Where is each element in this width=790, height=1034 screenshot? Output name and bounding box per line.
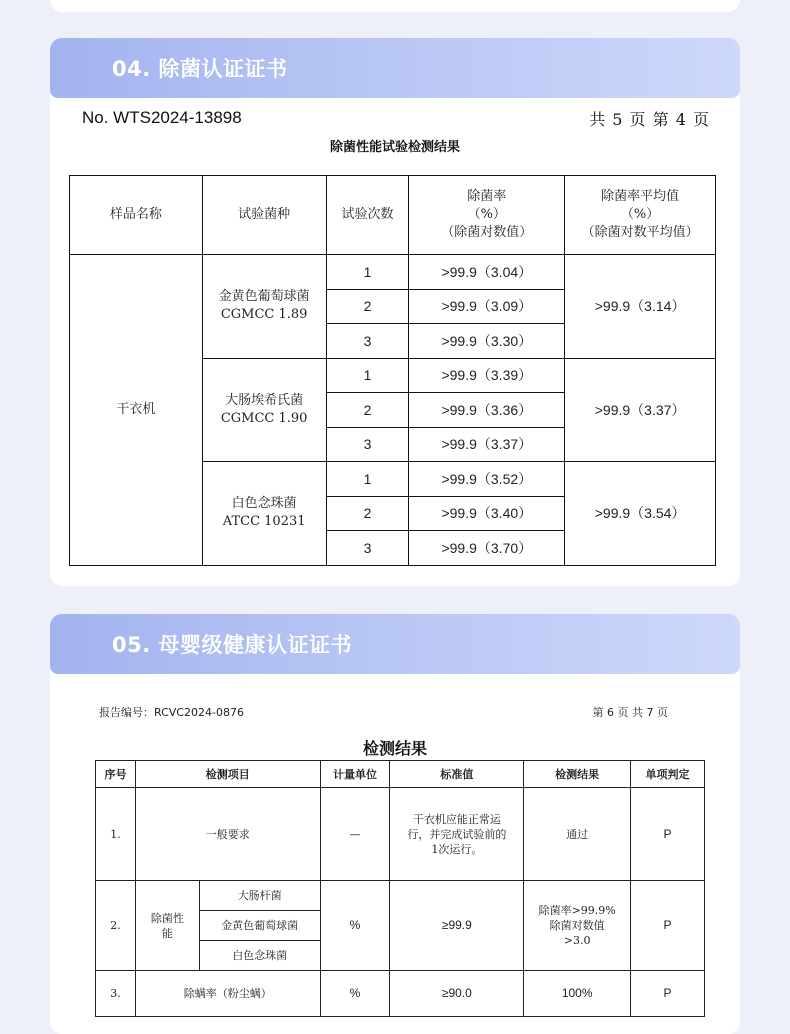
header-cell: 试验次数 bbox=[326, 176, 409, 255]
rate-cell: >99.9（3.30） bbox=[409, 324, 565, 359]
strain-cell: 金黄色葡萄球菌 CGMCC 1.89 bbox=[202, 255, 326, 359]
row-number: 2. bbox=[96, 881, 136, 971]
report-number: 报告编号：RCVC2024-0876 bbox=[99, 706, 244, 719]
row-number: 3. bbox=[96, 971, 136, 1017]
sub-item: 大肠杆菌 bbox=[199, 881, 320, 911]
rate-cell: >99.9（3.39） bbox=[409, 358, 565, 393]
strain-cell: 大肠埃希氏菌 CGMCC 1.90 bbox=[202, 358, 326, 462]
table-row bbox=[96, 971, 705, 1017]
rate-cell: >99.9（3.37） bbox=[409, 427, 565, 462]
header-cell: 单项判定 bbox=[631, 761, 705, 788]
rate-cell: >99.9（3.52） bbox=[409, 462, 565, 497]
sub-item: 金黄色葡萄球菌 bbox=[199, 911, 320, 941]
table-row bbox=[96, 788, 705, 881]
unit-cell: % bbox=[320, 971, 390, 1017]
header-cell: 检测项目 bbox=[135, 761, 320, 788]
table-title: 除菌性能试验检测结果 bbox=[329, 140, 460, 155]
page-info: 共 5 页 第 4 页 bbox=[589, 110, 710, 129]
test-item: 除螨率（粉尘螨） bbox=[135, 971, 320, 1017]
table-row bbox=[96, 881, 705, 911]
table-row bbox=[70, 255, 716, 290]
health-results-table bbox=[95, 760, 705, 1017]
test-item: 除菌性 能 bbox=[135, 881, 199, 971]
verdict-cell: P bbox=[631, 788, 705, 881]
rate-cell: >99.9（3.09） bbox=[409, 289, 565, 324]
test-item: 一般要求 bbox=[135, 788, 320, 881]
rate-cell: >99.9（3.36） bbox=[409, 393, 565, 428]
standard-cell: 干衣机应能正常运 行，并完成试验前的 1次运行。 bbox=[390, 788, 524, 881]
average-cell: >99.9（3.54） bbox=[565, 462, 716, 566]
trial-cell: 1 bbox=[326, 358, 409, 393]
rate-cell: >99.9（3.40） bbox=[409, 496, 565, 531]
report-number: No. WTS2024-13898 bbox=[82, 108, 242, 127]
table-header-row bbox=[96, 761, 705, 788]
header-cell: 除菌率平均值 （%） （除菌对数平均值） bbox=[565, 176, 716, 255]
result-cell: 通过 bbox=[524, 788, 631, 881]
rate-cell: >99.9（3.04） bbox=[409, 255, 565, 290]
trial-cell: 1 bbox=[326, 255, 409, 290]
result-cell: 除菌率>99.9% 除菌对数值 >3.0 bbox=[524, 881, 631, 971]
trial-cell: 1 bbox=[326, 462, 409, 497]
average-cell: >99.9（3.14） bbox=[565, 255, 716, 359]
section-header bbox=[50, 38, 740, 98]
header-cell: 计量单位 bbox=[320, 761, 390, 788]
certificate-card-maternal-infant bbox=[50, 614, 740, 1034]
trial-cell: 2 bbox=[326, 496, 409, 531]
unit-cell: % bbox=[320, 881, 390, 971]
sub-item: 白色念珠菌 bbox=[199, 941, 320, 971]
header-cell: 试验菌种 bbox=[202, 176, 326, 255]
header-cell: 除菌率 （%） （除菌对数值） bbox=[409, 176, 565, 255]
certificate-card-sterilization bbox=[50, 38, 740, 586]
trial-cell: 2 bbox=[326, 393, 409, 428]
section-heading: 05. 母婴级健康认证证书 bbox=[112, 633, 353, 657]
header-cell: 样品名称 bbox=[70, 176, 203, 255]
sterilization-results-table bbox=[69, 175, 716, 566]
sample-name-cell: 干衣机 bbox=[70, 255, 203, 566]
section-heading: 04. 除菌认证证书 bbox=[112, 57, 288, 81]
row-number: 1. bbox=[96, 788, 136, 881]
table-header-row bbox=[70, 176, 716, 255]
section-header bbox=[50, 614, 740, 674]
previous-section-card bbox=[50, 0, 740, 12]
result-cell: 100% bbox=[524, 971, 631, 1017]
table-title: 检测结果 bbox=[362, 739, 427, 758]
strain-cell: 白色念珠菌 ATCC 10231 bbox=[202, 462, 326, 566]
verdict-cell: P bbox=[631, 971, 705, 1017]
header-cell: 序号 bbox=[96, 761, 136, 788]
standard-cell: ≥99.9 bbox=[390, 881, 524, 971]
average-cell: >99.9（3.37） bbox=[565, 358, 716, 462]
standard-cell: ≥90.0 bbox=[390, 971, 524, 1017]
header-cell: 检测结果 bbox=[524, 761, 631, 788]
trial-cell: 3 bbox=[326, 427, 409, 462]
unit-cell: — bbox=[320, 788, 390, 881]
trial-cell: 3 bbox=[326, 324, 409, 359]
page-info: 第 6 页 共 7 页 bbox=[592, 706, 668, 719]
verdict-cell: P bbox=[631, 881, 705, 971]
trial-cell: 3 bbox=[326, 531, 409, 566]
rate-cell: >99.9（3.70） bbox=[409, 531, 565, 566]
header-cell: 标准值 bbox=[390, 761, 524, 788]
trial-cell: 2 bbox=[326, 289, 409, 324]
